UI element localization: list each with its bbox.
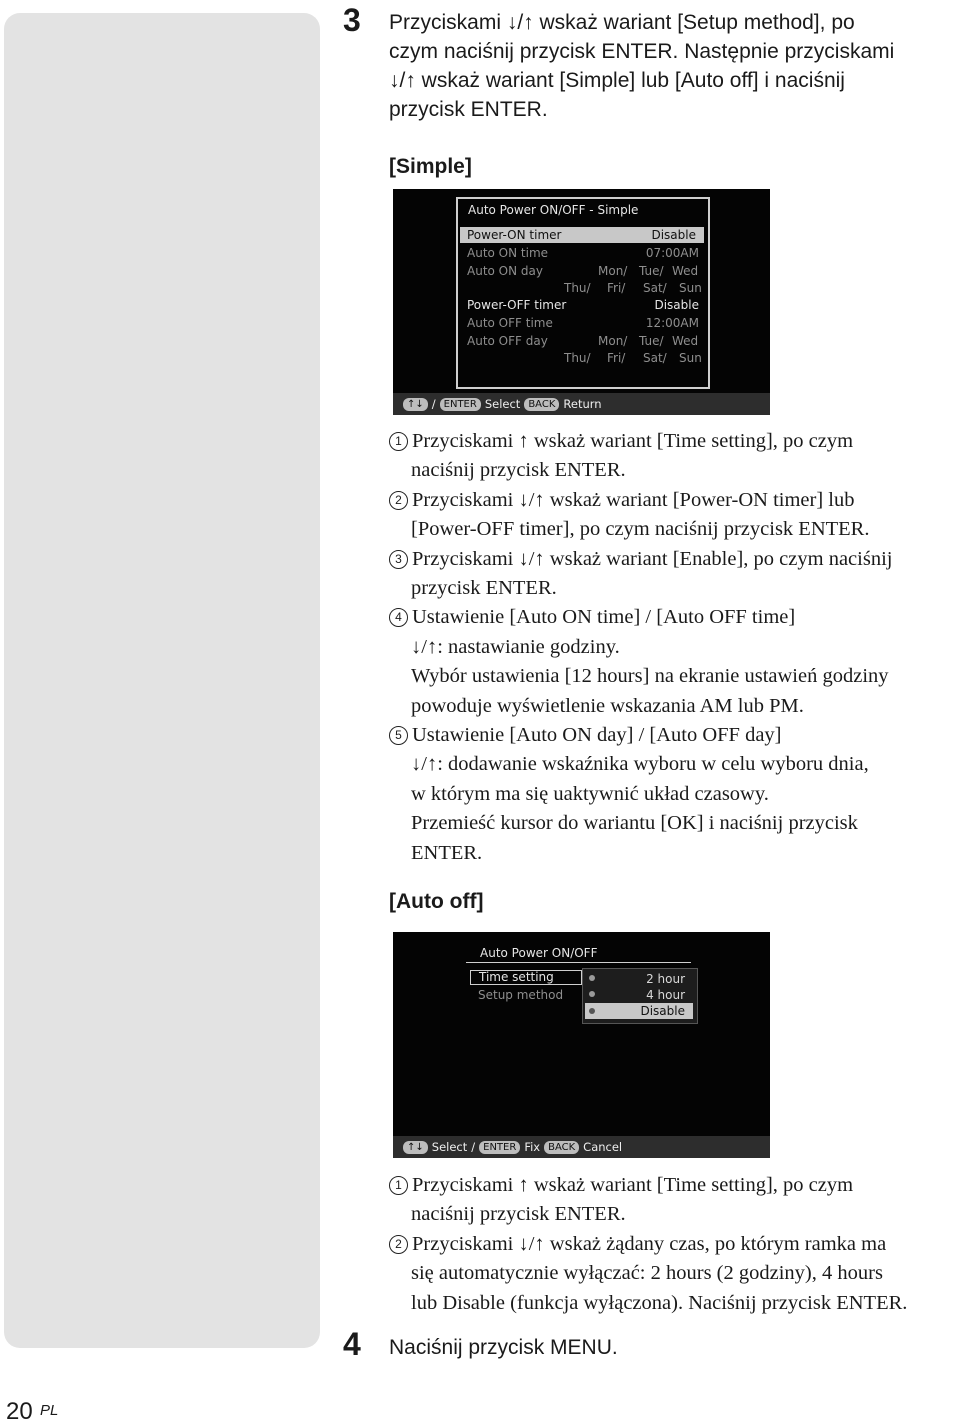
step-3-line: ↓/↑ wskaż wariant [Simple] lub [Auto off] i naciśnij — [389, 69, 845, 92]
row-label: Auto ON time — [467, 246, 549, 260]
row-power-on-timer[interactable] — [460, 227, 704, 243]
option-label: Disable — [640, 1004, 685, 1018]
day-mon: Mon/ — [598, 334, 628, 348]
row-label: Auto OFF day — [467, 334, 548, 348]
item-text: Przemieść kursor do wariantu [OK] i naciśnij przycisk — [411, 812, 858, 835]
item-text: ↓/↑: dodawanie wskaźnika wyboru w celu wyboru dnia, — [411, 753, 869, 776]
item-text: Ustawienie [Auto ON time] / [Auto OFF time] — [412, 606, 796, 629]
bar-separator: / — [431, 397, 436, 411]
row-label: Power-ON timer — [467, 228, 562, 242]
list-item — [389, 486, 959, 515]
circled-number: 5 — [389, 726, 408, 745]
radio-dot-icon — [589, 991, 595, 997]
back-key: BACK — [544, 1141, 579, 1154]
step-3-number: 3 — [343, 2, 361, 38]
row-value: Disable — [651, 228, 696, 242]
day-sat: Sat/ — [643, 281, 667, 295]
list-item — [389, 1230, 959, 1259]
list-item — [389, 603, 959, 632]
step-4-text: Naciśnij przycisk MENU. — [389, 1336, 618, 1359]
list-item — [389, 427, 959, 456]
row-label: Auto OFF time — [467, 316, 553, 330]
item-text: Przyciskami ↑ wskaż wariant [Time setting], po czym — [412, 1174, 854, 1196]
item-text: lub Disable (funkcja wyłączona). Naciśnij przycisk ENTER. — [411, 1291, 908, 1314]
sidebar-panel — [4, 13, 320, 1348]
list-item — [389, 545, 959, 574]
item-text: naciśnij przycisk ENTER. — [411, 459, 626, 482]
item-text: [Power-OFF timer], po czym naciśnij przycisk ENTER. — [411, 518, 870, 541]
arrow-keys-icon: ↑↓ — [403, 398, 428, 411]
bar-separator: / — [471, 1140, 476, 1154]
list-item — [389, 721, 959, 750]
circled-number: 2 — [389, 1235, 408, 1254]
row-label: Auto ON day — [467, 264, 543, 278]
step-3-text — [389, 8, 894, 124]
arrow-keys-icon: ↑↓ — [403, 1141, 428, 1154]
radio-dot-icon — [589, 975, 595, 981]
bar-cancel-label: Cancel — [583, 1140, 623, 1154]
day-tue: Tue/ — [639, 264, 664, 278]
day-mon: Mon/ — [598, 264, 628, 278]
row-auto-on-time[interactable] — [467, 246, 699, 260]
day-wed: Wed — [672, 264, 699, 278]
step-4-number: 4 — [343, 1326, 361, 1362]
language-code: PL — [40, 1402, 59, 1419]
auto-off-instructions — [389, 1171, 959, 1318]
row-label: Power-OFF timer — [467, 298, 567, 312]
circled-number: 3 — [389, 550, 408, 569]
day-sat: Sat/ — [643, 351, 667, 365]
day-thu: Thu/ — [564, 281, 591, 295]
enter-key: ENTER — [479, 1141, 520, 1154]
item-text: przycisk ENTER. — [411, 577, 557, 600]
circled-number: 1 — [389, 432, 408, 451]
row-auto-off-day[interactable] — [467, 334, 699, 348]
auto-off-screenshot — [393, 932, 770, 1158]
item-text: Przyciskami ↑ wskaż wariant [Time setting], po czym — [412, 430, 854, 452]
item-text: ↓/↑: nastawianie godziny. — [411, 635, 620, 658]
bar-fix-label: Fix — [524, 1140, 541, 1154]
item-text: powoduje wyświetlenie wskazania AM lub PM. — [411, 694, 804, 717]
item-text: Przyciskami ↓/↑ wskaż żądany czas, po którym ramka ma — [412, 1232, 887, 1255]
screen-title: Auto Power ON/OFF — [480, 946, 598, 960]
screen-title: Auto Power ON/OFF - Simple — [468, 203, 639, 217]
bar-select-label: Select — [431, 1140, 468, 1154]
row-auto-off-time[interactable] — [467, 316, 699, 330]
radio-dot-icon — [589, 1008, 595, 1014]
day-thu: Thu/ — [564, 351, 591, 365]
simple-instructions — [389, 427, 959, 868]
item-text: naciśnij przycisk ENTER. — [411, 1203, 626, 1226]
title-divider — [466, 962, 691, 963]
item-text: się automatycznie wyłączać: 2 hours (2 godziny), 4 hours — [411, 1262, 883, 1285]
day-sun: Sun — [679, 281, 702, 295]
menu-setup-method[interactable]: Setup method — [478, 988, 564, 1002]
row-value: 12:00AM — [645, 316, 699, 330]
bar-select-label: Select — [484, 397, 521, 411]
simple-screenshot — [393, 189, 770, 415]
item-text: Przyciskami ↓/↑ wskaż wariant [Power-ON timer] lub — [412, 488, 855, 511]
circled-number: 2 — [389, 491, 408, 510]
simple-heading: [Simple] — [389, 155, 472, 178]
circled-number: 4 — [389, 608, 408, 627]
screen-help-bar — [393, 1136, 770, 1158]
bar-return-label: Return — [563, 397, 602, 411]
screen-help-bar — [393, 393, 770, 415]
step-3-line: przycisk ENTER. — [389, 98, 548, 121]
item-text: Ustawienie [Auto ON day] / [Auto OFF day] — [412, 724, 782, 747]
row-auto-on-day[interactable] — [467, 264, 699, 278]
day-tue: Tue/ — [639, 334, 664, 348]
step-3-line: Przyciskami ↓/↑ wskaż wariant [Setup method], po — [389, 11, 855, 34]
row-value: 07:00AM — [645, 246, 699, 260]
day-sun: Sun — [679, 351, 702, 365]
row-value: Disable — [654, 298, 699, 312]
auto-off-heading: [Auto off] — [389, 890, 484, 913]
option-label: 4 hour — [646, 988, 685, 1002]
option-disable[interactable] — [585, 1003, 693, 1019]
list-item — [389, 1171, 959, 1200]
circled-number: 1 — [389, 1176, 408, 1195]
option-label: 2 hour — [646, 972, 685, 986]
step-3-line: czym naciśnij przycisk ENTER. Następnie przyciskami — [389, 40, 895, 63]
item-text: Wybór ustawienia [12 hours] na ekranie ustawień godziny — [411, 665, 889, 688]
item-text: Przyciskami ↓/↑ wskaż wariant [Enable], po czym naciśnij — [412, 547, 893, 570]
day-fri: Fri/ — [607, 281, 626, 295]
page-number: 20 — [6, 1398, 33, 1425]
menu-time-setting[interactable]: Time setting — [470, 970, 582, 985]
enter-key: ENTER — [440, 398, 481, 411]
back-key: BACK — [524, 398, 559, 411]
item-text: w którym ma się uaktywnić układ czasowy. — [411, 782, 769, 805]
day-fri: Fri/ — [607, 351, 626, 365]
row-power-off-timer[interactable] — [467, 298, 699, 312]
item-text: ENTER. — [411, 841, 483, 864]
day-wed: Wed — [672, 334, 699, 348]
